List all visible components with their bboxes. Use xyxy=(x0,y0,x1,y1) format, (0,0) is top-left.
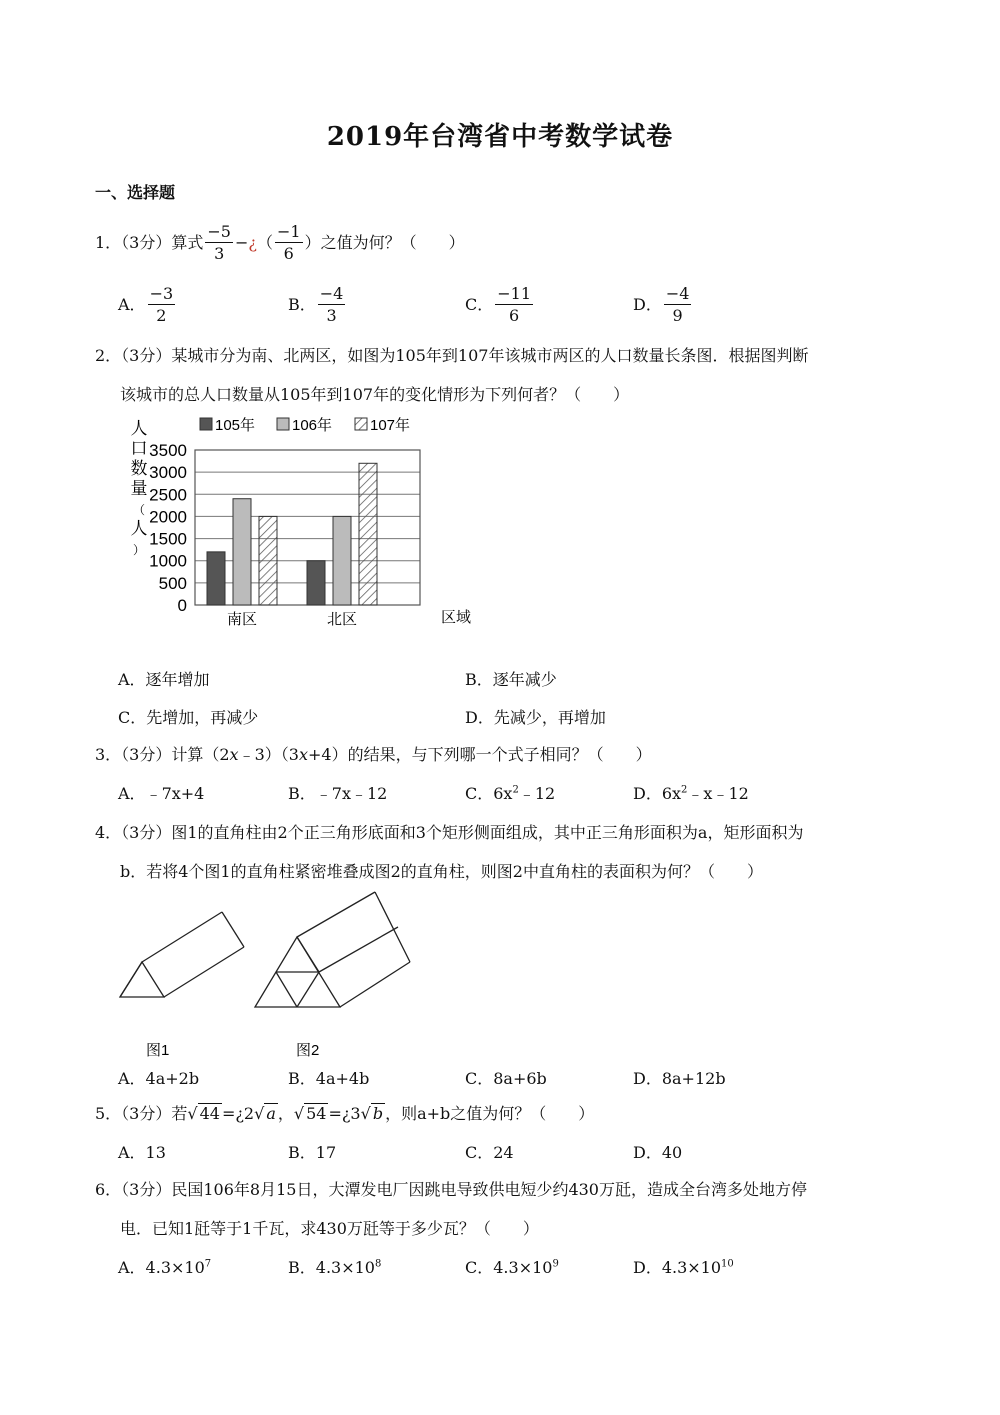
q2-option-d: D．先减少，再增加 xyxy=(465,708,606,727)
q4-line-1: 4．（3分）图1的直角柱由2个正三角形底面和3个矩形侧面组成，其中正三角形面积为a，矩形面积为 xyxy=(95,823,804,842)
q2-line-2: 该城市的总人口数量从105年到107年的变化情形为下列何者？（ ） xyxy=(120,385,630,404)
population-bar-chart xyxy=(115,410,475,635)
q6-option-a: A．$4.3\times 10^7$ xyxy=(118,1258,212,1277)
bar-北区-107年 xyxy=(359,463,377,605)
y-tick-label: 2500 xyxy=(149,485,187,505)
bar-南区-107年 xyxy=(259,516,277,605)
q4-option-a: A．4a+2b xyxy=(118,1069,200,1088)
q6-option-c: C．$4.3\times 10^9$ xyxy=(465,1258,559,1277)
bar-北区-105年 xyxy=(307,561,325,605)
q4-line-2: b．若将4个图1的直角柱紧密堆叠成图2的直角柱，则图2中直角柱的表面积为何？（ ） xyxy=(120,862,763,881)
y-axis-label: 人口数量（人） xyxy=(130,419,148,557)
q4-option-b: B．4a+4b xyxy=(288,1069,370,1088)
q1-suffix: ）之值为何？（ ） xyxy=(304,233,465,252)
y-tick-label: 3000 xyxy=(149,463,187,483)
legend-label: 106年 xyxy=(292,417,333,434)
q1-glyph: ¿ xyxy=(248,233,257,252)
y-tick-label: 1500 xyxy=(149,529,187,549)
legend-swatch xyxy=(200,418,212,430)
legend-label: 107年 xyxy=(370,417,411,434)
page-title: 2019年台湾省中考数学试卷 xyxy=(326,122,674,152)
y-tick-label: 3500 xyxy=(149,441,187,460)
q1-option-c: C． $\frac{-11}{6}$ xyxy=(465,284,532,325)
q1-option-a: A． $\frac{-3}{2}$ xyxy=(118,284,174,325)
y-tick-label: 500 xyxy=(158,573,187,593)
q3-option-b: B．﹣7x﹣12 xyxy=(288,784,388,803)
q5-option-a: A．13 xyxy=(118,1143,166,1162)
section-heading: 一、选择题 xyxy=(95,183,176,202)
q3-option-d: D．$6x^2﹣x﹣12$ xyxy=(633,784,749,803)
q6-option-b: B．$4.3\times 10^8$ xyxy=(288,1258,382,1277)
bar-南区-105年 xyxy=(207,552,225,605)
q6-option-d: D．$4.3\times 10^{10}$ xyxy=(633,1258,734,1277)
q1-prefix: 1．（3分）算式 xyxy=(95,233,204,252)
legend-swatch xyxy=(277,418,289,430)
q5-option-c: C．24 xyxy=(465,1143,514,1162)
q1-minus: − xyxy=(234,233,249,252)
fig2-label: 图2 xyxy=(296,1042,320,1059)
y-tick-label: 2000 xyxy=(149,507,187,527)
fig1-label: 图1 xyxy=(146,1042,170,1059)
q2-option-b: B．逐年减少 xyxy=(465,670,557,689)
x-tick-label: 南区 xyxy=(226,611,258,628)
q1-fraction-2: $\frac{-1}{6}$ xyxy=(276,222,301,263)
q3-option-a: A．﹣7x+4 xyxy=(118,784,205,803)
legend-label: 105年 xyxy=(215,417,256,434)
question-1 xyxy=(95,222,465,265)
q5-option-b: B．17 xyxy=(288,1143,337,1162)
q1-option-b: B． $\frac{-4}{3}$ xyxy=(288,284,344,325)
q4-option-c: C．8a+6b xyxy=(465,1069,547,1088)
legend-swatch xyxy=(355,418,367,430)
q3-option-c: C．$6x^2﹣12$ xyxy=(465,784,556,803)
fig1-front-triangle xyxy=(120,962,164,997)
prism-figures xyxy=(110,890,430,1060)
x-tick-label: 北区 xyxy=(326,611,358,628)
q4-option-d: D．8a+12b xyxy=(633,1069,726,1088)
y-tick-label: 1000 xyxy=(149,551,187,571)
question-5: 5．（3分）若√ 44 =¿2√ a ，√ 54 =¿3√ b ，则a+b之值为何？（ ） xyxy=(95,1104,595,1123)
q1-fraction-1: $\frac{-5}{3}$ xyxy=(207,222,231,263)
y-tick-label: 0 xyxy=(177,596,187,615)
bar-北区-106年 xyxy=(333,516,351,605)
q2-option-c: C．先增加，再减少 xyxy=(118,708,259,727)
q1-option-d: D． $\frac{-4}{9}$ xyxy=(633,284,690,325)
bar-南区-106年 xyxy=(233,499,251,605)
q2-option-a: A．逐年增加 xyxy=(118,670,210,689)
q1-paren: （ xyxy=(256,233,273,252)
q5-option-d: D．40 xyxy=(633,1143,683,1162)
question-3: 3．（3分）计算（2x﹣3）（3x+4）的结果，与下列哪一个式子相同？（ ） xyxy=(95,745,652,764)
q2-line-1: 2．（3分）某城市分为南、北两区，如图为105年到107年该城市两区的人口数量长条图．根据图判断 xyxy=(95,346,809,365)
q6-line-2: 电．已知1瓩等于1千瓦，求430万瓩等于多少瓦？（ ） xyxy=(120,1219,539,1238)
q6-line-1: 6．（3分）民国106年8月15日，大潭发电厂因跳电导致供电短少约430万瓩，造成全台湾多处地方停 xyxy=(95,1180,807,1199)
x-axis-label: 区域 xyxy=(441,609,472,626)
